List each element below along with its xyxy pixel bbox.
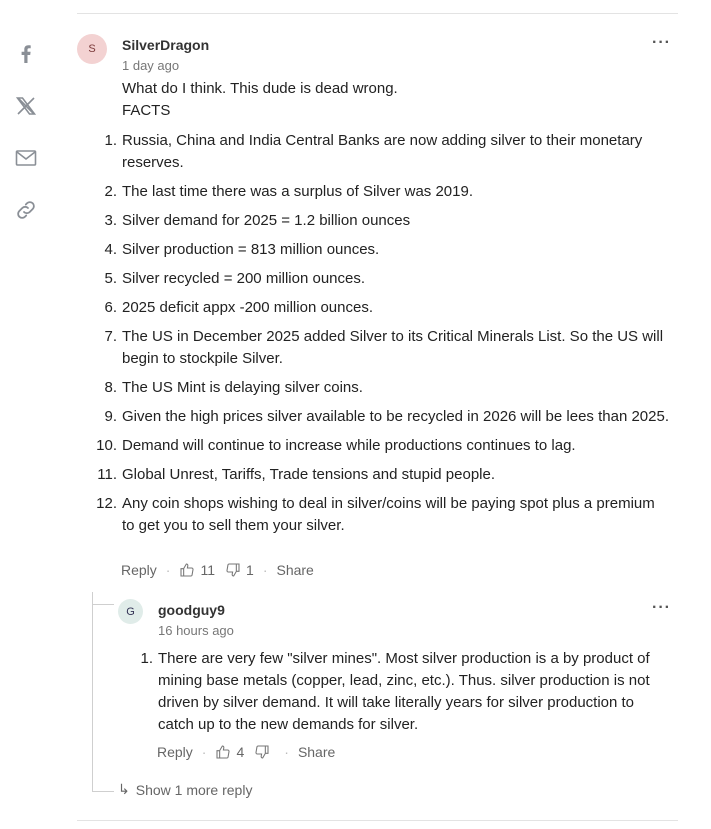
comment-author[interactable]: SilverDragon <box>122 37 210 53</box>
comment-actions <box>121 562 314 578</box>
reply-button[interactable]: Reply <box>157 744 193 760</box>
list-item <box>77 181 669 203</box>
share-rail <box>12 40 42 250</box>
list-item-text: Silver recycled = 200 million ounces. <box>122 270 366 287</box>
dislike-button[interactable] <box>225 562 254 578</box>
list-item-text: The US Mint is delaying silver coins. <box>122 379 363 396</box>
list-item <box>77 210 669 232</box>
list-item-text: Given the high prices silver available to be recycled in 2026 will be lees than 2025. <box>122 408 669 425</box>
list-item <box>113 648 668 736</box>
list-item-number: 4. <box>104 241 117 258</box>
list-item <box>77 464 669 486</box>
list-item <box>77 493 669 537</box>
list-item-text: Russia, China and India Central Banks are now adding silver to their monetary reserves. <box>122 132 643 171</box>
thumbs-down-icon <box>225 562 241 578</box>
thread-line <box>92 791 114 792</box>
avatar-letter: G <box>126 605 135 618</box>
avatar-letter: S <box>88 43 96 55</box>
link-icon[interactable] <box>12 198 40 226</box>
thread-line <box>92 604 114 605</box>
reply-list <box>113 648 668 743</box>
comment-intro <box>122 78 662 122</box>
show-more-replies-link[interactable] <box>118 781 252 798</box>
list-item <box>77 435 669 457</box>
list-item-number: 7. <box>104 328 117 345</box>
list-item-number: 5. <box>104 270 117 287</box>
list-item-text: Silver production = 813 million ounces. <box>122 241 380 258</box>
list-item-text: The last time there was a surplus of Silver was 2019. <box>122 183 473 200</box>
comment-intro-line: What do I think. This dude is dead wrong. <box>122 80 398 97</box>
reply-time: 16 hours ago <box>158 623 234 638</box>
list-item-number: 3. <box>104 212 117 229</box>
list-item-text: Demand will continue to increase while productions continues to lag. <box>122 437 576 454</box>
list-item-text: There are very few "silver mines". Most silver production is a by product of mining base metals (copper, lead, zinc, etc.). Thus. silver production is not driven by silver demand. It will take literally years for silver production to catch up to the new demands for silver. <box>158 650 650 733</box>
list-item-text: 2025 deficit appx -200 million ounces. <box>122 299 373 316</box>
facts-list <box>77 130 669 544</box>
list-item <box>77 377 669 399</box>
reply-author[interactable]: goodguy9 <box>158 602 225 618</box>
x-icon[interactable] <box>12 94 40 122</box>
list-item <box>77 297 669 319</box>
list-item-number: 1. <box>140 650 153 667</box>
list-item-number: 2. <box>104 183 117 200</box>
share-button[interactable]: Share <box>276 562 314 578</box>
separator-dot: · <box>165 562 171 578</box>
dislike-button[interactable] <box>254 744 275 760</box>
like-count: 4 <box>236 744 245 760</box>
thumbs-down-icon <box>254 744 270 760</box>
thumbs-up-icon <box>179 562 195 578</box>
list-item <box>77 268 669 290</box>
list-item-text: Global Unrest, Tariffs, Trade tensions and stupid people. <box>122 466 496 483</box>
list-item-number: 1. <box>104 132 117 149</box>
like-button[interactable] <box>179 562 215 578</box>
divider-bottom <box>77 820 678 821</box>
avatar[interactable] <box>118 599 143 624</box>
separator-dot: · <box>284 744 289 760</box>
dislike-count: 1 <box>246 562 254 578</box>
list-item-text: Any coin shops wishing to deal in silver/coins will be paying spot plus a premium to get you to sell them your silver. <box>122 495 655 534</box>
list-item-text: The US in December 2025 added Silver to its Critical Minerals List. So the US will begin to stockpile Silver. <box>122 328 664 367</box>
list-item-number: 10. <box>96 437 117 454</box>
separator-dot: · <box>262 562 268 578</box>
reply-arrow-icon: ↳ <box>118 781 130 797</box>
separator-dot: · <box>201 744 207 760</box>
list-item <box>77 130 669 174</box>
reply-actions <box>157 744 335 760</box>
list-item-number: 9. <box>104 408 117 425</box>
share-button[interactable]: Share <box>297 744 336 760</box>
mail-icon[interactable] <box>12 146 40 174</box>
like-count: 11 <box>200 562 216 578</box>
divider-top <box>77 13 678 14</box>
list-item <box>77 239 669 261</box>
thumbs-up-icon <box>215 744 231 760</box>
list-item-number: 12. <box>96 495 117 512</box>
like-button[interactable] <box>215 744 244 760</box>
list-item <box>77 406 669 428</box>
list-item-number: 8. <box>104 379 117 396</box>
avatar[interactable] <box>77 34 107 64</box>
comment-time: 1 day ago <box>122 58 180 73</box>
facebook-icon[interactable] <box>12 42 40 70</box>
more-options-icon[interactable]: ··· <box>652 599 671 616</box>
thread-line <box>92 592 93 791</box>
comment-intro-line: FACTS <box>122 102 171 119</box>
list-item-number: 11. <box>97 466 117 483</box>
reply-button[interactable]: Reply <box>121 562 157 578</box>
show-more-label: Show 1 more reply <box>135 781 253 798</box>
list-item-text: Silver demand for 2025 = 1.2 billion ounces <box>122 212 411 229</box>
list-item <box>77 326 669 370</box>
more-options-icon[interactable]: ··· <box>652 34 671 51</box>
list-item-number: 6. <box>104 299 117 316</box>
